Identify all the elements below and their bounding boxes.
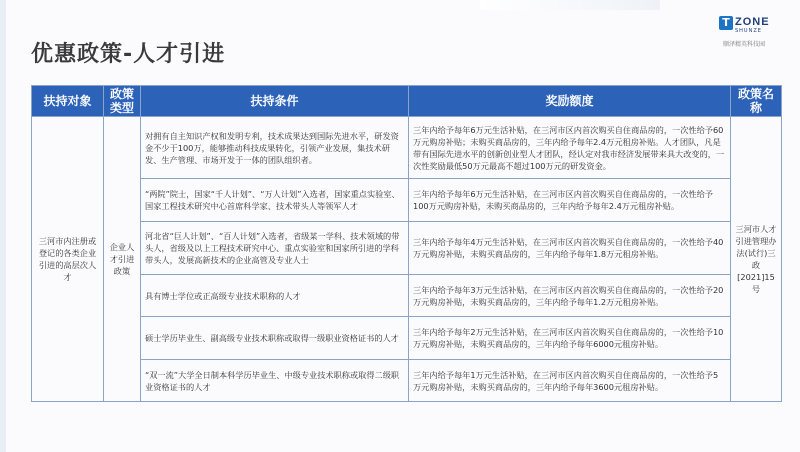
table-row xyxy=(32,360,782,402)
condition-cell: 河北省“巨人计划”、“百人计划”入选者，省级某一学科、技术领域的带头人，省级及以上工程技术研究中心、重点实验室和国家所引进的学科带头人，发展高新技术的企业高管及专业人士 xyxy=(141,222,409,275)
reward-cell: 三年内给予每年1万元生活补贴，在三河市区内首次购买自住商品房的，一次性给予5万元购房补贴，未购买商品房的，三年内给予每年3600元租房补贴。 xyxy=(409,360,731,402)
logo-name: ZONE xyxy=(735,16,770,28)
condition-cell: 具有博士学位或正高级专业技术职称的人才 xyxy=(141,275,409,317)
target-cell: 三河市内注册或登记的各类企业引进的高层次人才 xyxy=(32,117,104,402)
reward-cell: 三年内给予每年6万元生活补贴，在三河市区内首次购买自住商品房的，一次性给予60万元购房补贴；未购买商品房的，三年内给予每年2.4万元租房补贴。人才团队，凡是带有国际先进水平的创新创业型人才团队，经认定对我市经济发展带来具大改变的，一次性奖励最低50万元最高不超过100万元的研发资金。 xyxy=(409,117,731,179)
company-logo xyxy=(719,16,783,48)
page-title: 优惠政策-人才引进 xyxy=(31,42,226,67)
reward-cell: 三年内给予每年2万元生活补贴，在三河市区内首次购买自住商品房的，一次性给予10万元购房补贴，未购买商品房的，三年内给予每年6000元租房补贴。 xyxy=(409,317,731,360)
reward-cell: 三年内给予每年4万元生活补贴，在三河市区内首次购买自住商品房的，一次性给予40万元购房补贴，未购买商品房的，三年内给予每年1.8万元租房补贴。 xyxy=(409,222,731,275)
table-row xyxy=(32,222,782,275)
policy-table xyxy=(31,85,782,402)
top-decoration xyxy=(480,0,660,10)
left-accent-bar xyxy=(0,0,6,452)
condition-cell: “两院”院士，国家“千人计划”、“万人计划”入选者，国家重点实验室、国家工程技术研究中心首席科学家、技术带头人等领军人才 xyxy=(141,179,409,222)
logo-subtitle: SHUNZE xyxy=(735,28,762,34)
table-row xyxy=(32,275,782,317)
table-header-row xyxy=(32,86,782,117)
policy-name-cell: 三河市人才引进管理办法(试行)三政[2021]15号 xyxy=(731,117,782,402)
condition-cell: 对拥有自主知识产权和发明专利，技术成果达到国际先进水平，研发资金不少于100万，能够推动科技成果转化，引领产业发展，集技术研发、生产管理、市场开发于一体的团队组织者。 xyxy=(141,117,409,179)
logo-tagline: 顺泽精英科技园 xyxy=(723,41,766,48)
header-condition: 扶持条件 xyxy=(141,86,409,117)
condition-cell: “双一流”大学全日制本科学历毕业生、中级专业技术职称或取得二级职业资格证书的人才 xyxy=(141,360,409,402)
header-policy-name: 政策名称 xyxy=(731,86,782,117)
condition-cell: 硕士学历毕业生、副高级专业技术职称或取得一级职业资格证书的人才 xyxy=(141,317,409,360)
header-target: 扶持对象 xyxy=(32,86,104,117)
header-reward: 奖励额度 xyxy=(409,86,731,117)
reward-cell: 三年内给予每年6万元生活补贴，在三河市区内首次购买自住商品房的，一次性给予100万元购房补贴，未购买商品房的，三年内给予每年2.4万元租房补贴。 xyxy=(409,179,731,222)
table-row xyxy=(32,317,782,360)
table-row xyxy=(32,117,782,179)
reward-cell: 三年内给予每年3万元生活补贴，在三河市区内首次购买自住商品房的，一次性给予20万元购房补贴，未购买商品房的，三年内给予每年1.2万元租房补贴。 xyxy=(409,275,731,317)
table-row xyxy=(32,179,782,222)
policy-type-cell: 企业人才引进政策 xyxy=(104,117,141,402)
logo-mark-icon: T xyxy=(719,16,733,30)
header-policy-type: 政策类型 xyxy=(104,86,141,117)
